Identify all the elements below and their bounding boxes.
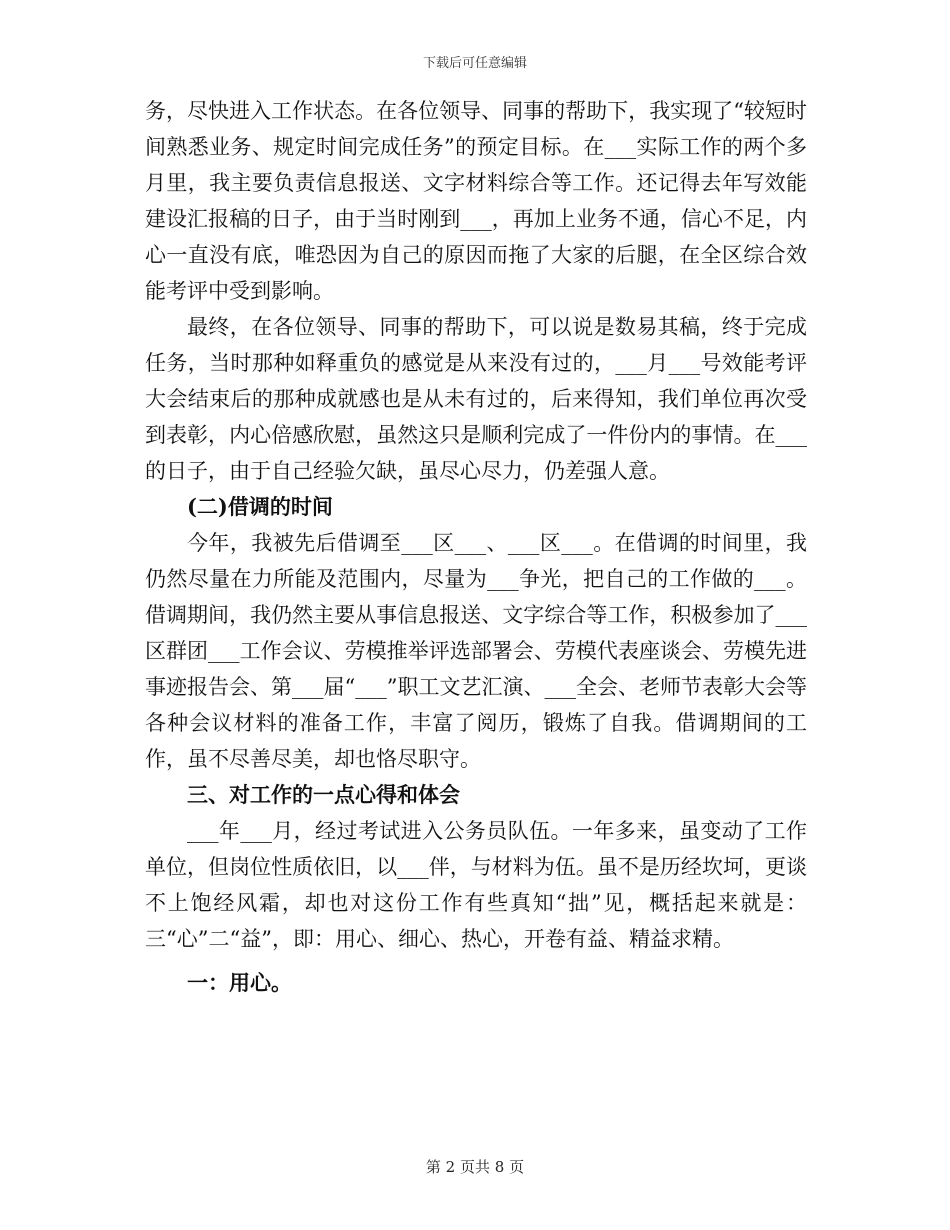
paragraph-2: 最终，在各位领导、同事的帮助下，可以说是数易其稿，终于完成任务，当时那种如释重负的感觉是从来没有过的，___月___号效能考评大会结束后的那种成就感也是从未有过的，后来得知，我们单位再次受到表彰，内心倍感欣慰，虽然这只是顺利完成了一件份内的事情。在___的日子，由于自己经验欠缺，虽尽心尽力，仍差强人意。	[145, 315, 807, 483]
paragraph-1: 务，尽快进入工作状态。在各位领导、同事的帮助下，我实现了“较短时间熟悉业务、规定时间完成任务”的预定目标。在___实际工作的两个多月里，我主要负责信息报送、文字材料综合等工作。还记得去年写效能建设汇报稿的日子，由于当时刚到___，再加上业务不通，信心不足，内心一直没有底，唯恐因为自己的原因而拖了大家的后腿，在全区综合效能考评中受到影响。	[145, 99, 807, 303]
paragraph-4: ___年___月，经过考试进入公务员队伍。一年多来，虽变动了工作单位，但岗位性质依旧，以___伴，与材料为伍。虽不是历经坎坷，更谈不上饱经风霜，却也对这份工作有些真知“拙”见，概括起来就是：三“心”二“益”，即：用心、细心、热心，开卷有益、精益求精。	[145, 819, 807, 951]
page-number: 第 2 页共 8 页	[425, 1158, 525, 1176]
paragraph-3: 今年，我被先后借调至___区___、___区___。在借调的时间里，我仍然尽量在力所能及范围内，尽量为___争光，把自己的工作做的___。借调期间，我仍然主要从事信息报送、文字综合等工作，积极参加了___区群团___工作会议、劳模推举评选部署会、劳模代表座谈会、劳模先进事迹报告会、第___届“___”职工文艺汇演、___全会、老师节表彰大会等各种会议材料的准备工作，丰富了阅历，锻炼了自我。借调期间的工作，虽不尽善尽美，却也恪尽职守。	[145, 531, 807, 771]
section-heading-diligence: 一：用心。	[187, 970, 292, 995]
page-header-note: 下载后可任意编辑	[422, 56, 527, 71]
section-heading-experience: 三、对工作的一点心得和体会	[187, 782, 460, 807]
document-body	[145, 93, 807, 1001]
section-heading-secondment: (二)借调的时间	[187, 494, 333, 519]
